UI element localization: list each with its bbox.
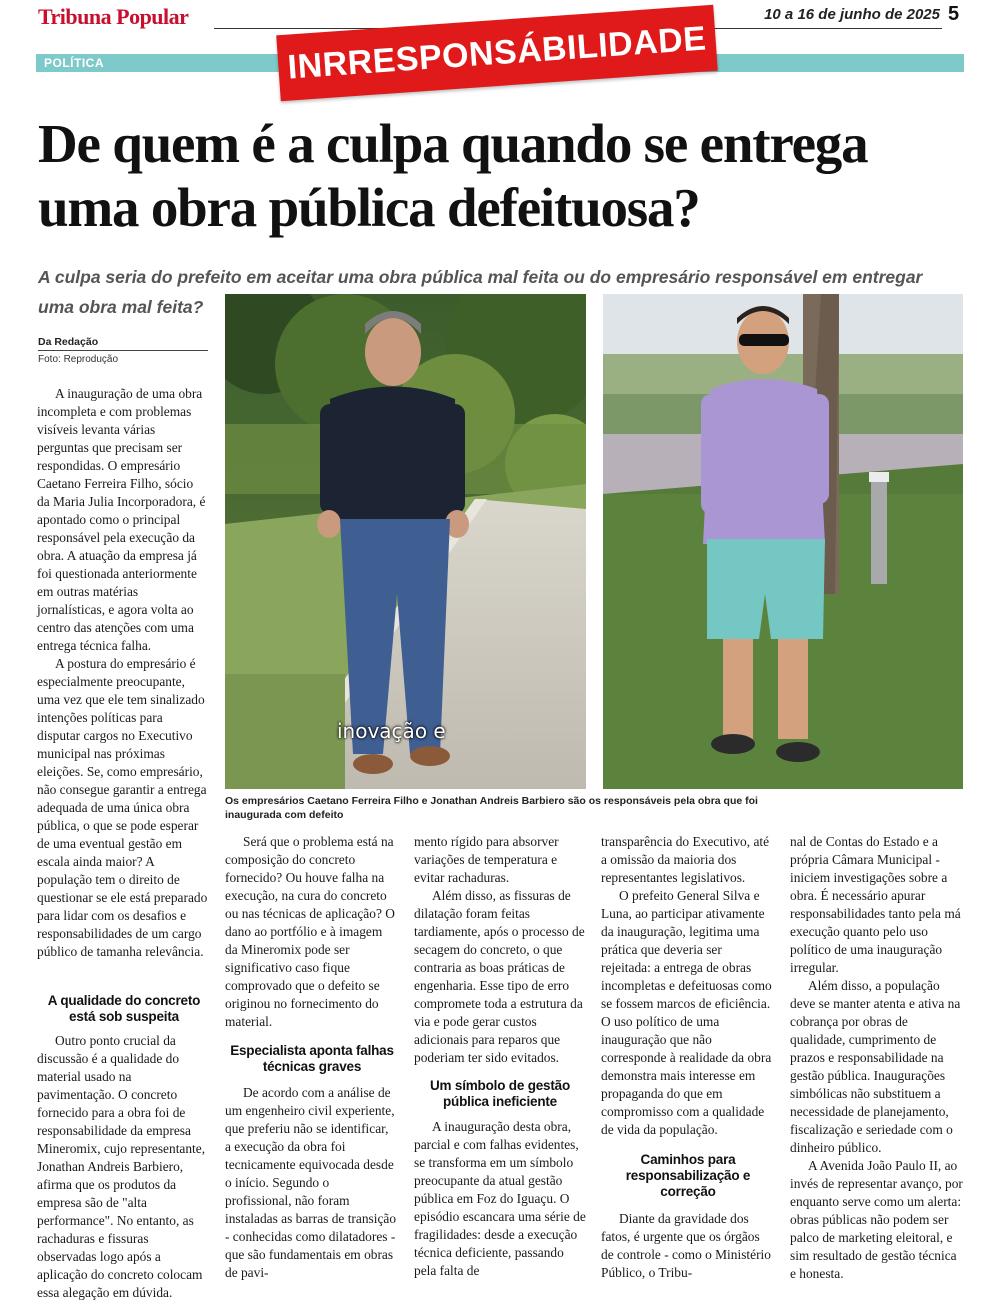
article-column-1-continued	[37, 1032, 209, 1302]
paragraph: O prefeito General Silva e Luna, ao participar ativamente da inauguração, legitima uma prática que deveria ser rejeitada: a entrega de obras incompletas e defeituosas como se fossem marcos de eficiência. O uso político de uma inauguração que não corresponde à realidade da obra demonstra mais interesse em propaganda do que em compromisso com a qualidade de vida da população.	[601, 888, 772, 1137]
article-column-4-continued	[601, 1210, 773, 1282]
section-heading: Caminhos para responsabilização e correção	[625, 1152, 751, 1199]
paragraph: Outro ponto crucial da discussão é a qualidade do material usado na pavimentação. O concreto fornecido para a obra foi de responsabilidade da empresa Mineromix, cujo representante, Jonathan Andreis Barbiero, afirma que os produtos da empresa são de "alta performance". No entanto, as rachaduras e fissuras observadas logo após a aplicação do concreto colocam essa alegação em dúvida.	[37, 1033, 206, 1300]
photo-credit: Foto: Reprodução	[38, 354, 119, 365]
section-heading: A qualidade do concreto está sob suspeita	[47, 993, 201, 1024]
article-column-3	[414, 833, 586, 1067]
article-column-2	[225, 833, 397, 1031]
section-label: POLÍTICA	[44, 56, 104, 70]
photo-caption: Os empresários Caetano Ferreira Filho e Jonathan Andreis Barbiero são os responsáveis pela obra que foi inaugurada com defeito	[225, 795, 758, 821]
paragraph: Além disso, a população deve se manter atenta e ativa na cobrança por obras de qualidade, cumprimento de prazos e responsabilidade na gestão pública. Inaugurações simbólicas não substituem a necessidade de planejamento, fiscalização e seriedade com o dinheiro público.	[790, 978, 961, 1155]
subheadline: A culpa seria do prefeito em aceitar uma obra pública mal feita ou do empresário responsável em entregar uma obra mal feita?	[38, 267, 923, 317]
page-number: 5	[948, 3, 960, 25]
paragraph: Diante da gravidade dos fatos, é urgente que os órgãos de controle - como o Ministério Público, o Tribu-	[601, 1211, 771, 1280]
article-column-2-continued	[225, 1084, 397, 1282]
paragraph: mento rígido para absorver variações de temperatura e evitar rachaduras.	[414, 834, 559, 885]
headline: De quem é a culpa quando se entrega uma obra pública defeituosa?	[38, 113, 868, 238]
headline-stamp	[276, 5, 718, 101]
section-heading: Um símbolo de gestão pública ineficiente	[429, 1078, 571, 1109]
paragraph: A Avenida João Paulo II, ao invés de representar avanço, por enquanto serve como um alerta: obras públicas não podem ser palco de marketing eleitoral, e sim resultado de gestão técnica e honesta.	[790, 1158, 963, 1281]
section-heading: Especialista aponta falhas técnicas graves	[230, 1043, 394, 1074]
paragraph: De acordo com a análise de um engenheiro civil experiente, que preferiu não se identificar, a execução da obra foi tecnicamente equivocada desde o início. Segundo o profissional, não foram instaladas as barras de transição - conhecidas como dilatadores - que são fundamentais em obras de pavi-	[225, 1085, 397, 1280]
photo-jonathan	[603, 294, 963, 789]
paragraph: A postura do empresário é especialmente preocupante, uma vez que ele tem sinalizado intenções políticas para disputar cargos no Executivo municipal nas próximas eleições. Se, como empresário, não consegue garantir a entrega adequada de uma única obra pública, o que se pode esperar de uma eventual gestão em escala ainda maior? A população tem o direito de questionar se ele está preparado para lidar com os desafios e responsabilidades de um cargo público de tamanha relevância.	[37, 656, 208, 959]
video-overlay-text: inovação e	[337, 719, 446, 743]
article-column-3-continued	[414, 1118, 586, 1280]
article-column-4	[601, 833, 773, 1139]
paragraph: Além disso, as fissuras de dilatação foram feitas tardiamente, após o processo de secagem do concreto, o que contraria as boas práticas de engenharia. Esse tipo de erro compromete toda a estrutura da via e pode gerar custos adicionais para reparos que poderiam ter sido evitados.	[414, 888, 585, 1065]
byline: Da Redação	[38, 336, 208, 351]
photo-caetano	[225, 294, 586, 789]
issue-date: 10 a 16 de junho de 2025	[764, 6, 940, 23]
stamp-text: INRRESPONSÁBILIDADE	[286, 19, 708, 87]
newspaper-logo: Tribuna Popular	[38, 4, 189, 29]
paragraph: transparência do Executivo, até a omissão da maioria dos representantes legislativos.	[601, 834, 770, 885]
paragraph: A inauguração desta obra, parcial e com falhas evidentes, se transforma em um símbolo preocupante da atual gestão pública em Foz do Iguaçu. O episódio escancara uma série de fragilidades: desde a execução técnica deficiente, passando pela falta de	[414, 1119, 586, 1278]
paragraph: Será que o problema está na composição do concreto fornecido? Ou houve falha na execução, na cura do concreto ou nas técnicas de aplicação? O dano ao portfólio e à imagem da Mineromix pode ser significativo caso fique comprovado que o defeito se originou no fornecimento do material.	[225, 834, 395, 1029]
paragraph: A inauguração de uma obra incompleta e com problemas visíveis levanta várias perguntas que precisam ser respondidas. O empresário Caetano Ferreira Filho, sócio da Maria Julia Incorporadora, é apontado como o principal responsável pela execução da obra. A atuação da empresa já foi questionada anteriormente em outras matérias jornalísticas, e agora volta ao centro das atenções com uma entrega técnica falha.	[37, 386, 206, 653]
article-column-5	[790, 833, 964, 1283]
article-column-1	[37, 385, 209, 961]
paragraph: nal de Contas do Estado e a própria Câmara Municipal - iniciem investigações sobre a obra. É necessário apurar responsabilidades tanto pela má execução quanto pelo uso político de uma inauguração irregular.	[790, 834, 961, 975]
